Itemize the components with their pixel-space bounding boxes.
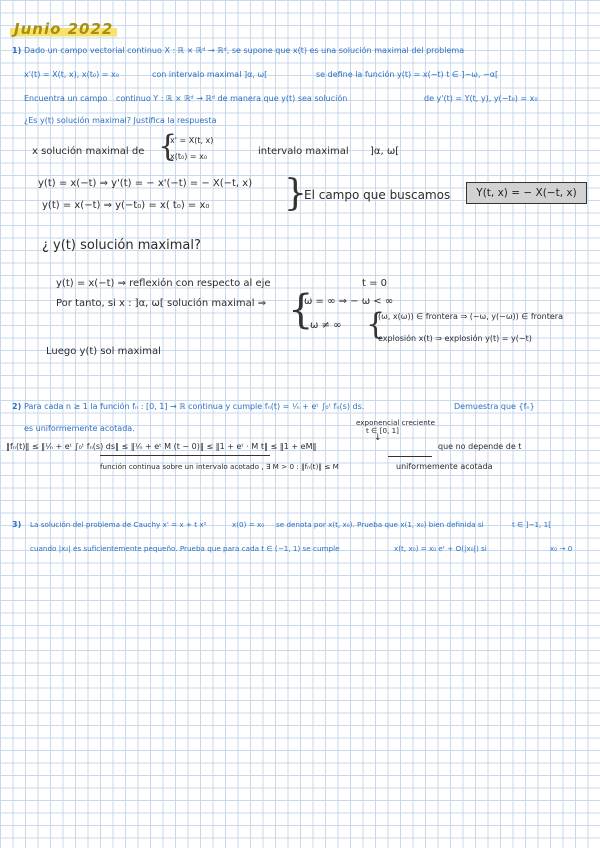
q1-interval-value: ]α, ω[ <box>370 146 400 157</box>
q2-statement-line-2: es uniformemente acotada. <box>24 424 135 433</box>
q1-reflection: y(t) = x(−t) ⇒ reflexión con respecto al eje <box>56 278 271 289</box>
q1-statement-question: ¿Es y(t) solución maximal? Justifica la respuesta <box>24 116 217 125</box>
q2-statement-claim: Demuestra que {fₙ} <box>454 402 535 411</box>
question-1-number: 1) <box>12 46 22 55</box>
q1-statement-find: Encuentra un campo <box>24 94 108 103</box>
q1-statement-line-1: Dado un campo vectorial continuo X : ℝ × ℝᵈ → ℝᵈ, se supone que x(t) es una solución maximal del problema <box>24 46 465 55</box>
q3-statement-defined: se denota por x(t, x₀). Prueba que x(1, x₀) bien definida si <box>276 520 484 529</box>
q2-bound-justification: función continua sobre un intervalo acotado , ∃ M > 0 : ‖fₙ(t)‖ ≤ M <box>100 462 339 471</box>
question-3-number: 3) <box>12 520 22 529</box>
right-brace: } <box>284 173 307 214</box>
q3-statement-line-2: cuando |x₀| es suficientemente pequeño. Prueba que para cada t ∈ (−1, 1) se cumple <box>30 544 340 553</box>
q1-conclusion: Luego y(t) sol maximal <box>46 346 161 357</box>
q2-annotation-exp: exponencial creciente <box>356 418 436 427</box>
q1-derivation-1: y(t) = x(−t) ⇒ y'(t) = − x'(−t) = − X(−t, x) <box>38 178 253 189</box>
q3-cauchy-problem: La solución del problema de Cauchy x' = x + t x² <box>30 520 207 529</box>
question-2-number: 2) <box>12 402 22 411</box>
underline-integral <box>100 455 270 456</box>
q1-interval-label: intervalo maximal <box>258 146 349 157</box>
q1-maximal-question: ¿ y(t) solución maximal? <box>42 238 201 253</box>
q1-answer-box: Y(t, x) = − X(−t, x) <box>466 182 587 204</box>
subcases-brace: { <box>366 307 386 342</box>
q1-statement-field: continuo Y : ℝ × ℝᵈ → ℝᵈ de manera que y(t) sea solución <box>116 94 348 103</box>
q1-case-finite: ω ≠ ∞ <box>310 320 342 331</box>
q1-system-bottom: x(t₀) = x₀ <box>170 152 208 161</box>
q1-system-top: x' = X(t, x) <box>170 136 214 145</box>
q2-annotation-range: t ∈ [0, 1] <box>366 426 399 435</box>
q1-therefore: Por tanto, si x : ]α, ω[ solución maximal ⇒ <box>56 298 267 309</box>
q1-subcase-boundary: (ω, x(ω)) ∈ frontera ⇒ (−ω, y(−ω)) ∈ frontera <box>378 312 563 321</box>
q1-subcase-blowup: explosión x(t) ⇒ explosión y(t) = y(−t) <box>378 334 532 343</box>
underline-bound <box>388 456 432 457</box>
q2-inequality-chain: ‖fₙ(t)‖ ≤ ‖¹⁄ₙ + eᵗ ∫₀ᵗ fₙ(s) ds‖ ≤ ‖¹⁄ₙ + eᵗ M (t − 0)‖ ≤ ‖1 + eᵗ · M t‖ ≤ ‖1 + eM‖ <box>6 442 317 451</box>
q2-independence-note: que no depende de t <box>438 442 522 451</box>
q3-asymptotic: x(t, x₀) = x₀ eᵗ + O(|x₀|) si <box>394 544 487 553</box>
q1-reflection-axis: t = 0 <box>362 278 388 289</box>
q3-initial-condition: x(0) = x₀ <box>232 520 265 529</box>
q1-case-infinite: ω = ∞ ⇒ − ω < ∞ <box>304 296 394 307</box>
down-arrow-icon: ↓ <box>374 433 382 443</box>
q1-statement-ivp: de y'(t) = Y(t, y), y(−t₀) = x₀ <box>424 94 538 103</box>
q1-statement-interval: con intervalo maximal ]α, ω[ <box>152 70 268 79</box>
q1-solution-label: x solución maximal de <box>32 146 145 157</box>
q3-limit: x₀ → 0 <box>550 544 573 553</box>
page-title: Junio 2022 <box>10 20 117 38</box>
q1-field-label: El campo que buscamos <box>304 188 451 202</box>
q1-statement-function: se define la función y(t) = x(−t) t ∈ ]−ω, −α[ <box>316 70 499 79</box>
q3-interval: t ∈ ]−1, 1[ <box>512 520 551 529</box>
q1-derivation-2: y(t) = x(−t) ⇒ y(−t₀) = x( t₀) = x₀ <box>42 200 210 211</box>
left-brace: { <box>158 129 178 164</box>
q1-statement-eq: x'(t) = X(t, x), x(t₀) = x₀ <box>24 70 119 79</box>
cases-brace: { <box>288 287 314 333</box>
q2-statement-line-1: Para cada n ≥ 1 la función fₙ : [0, 1] → ℝ continua y cumple fₙ(t) = ¹⁄ₙ + eᵗ ∫₀ᵗ fₙ(s) ds. <box>24 402 365 411</box>
q2-uniform-note: uniformemente acotada <box>396 462 493 471</box>
